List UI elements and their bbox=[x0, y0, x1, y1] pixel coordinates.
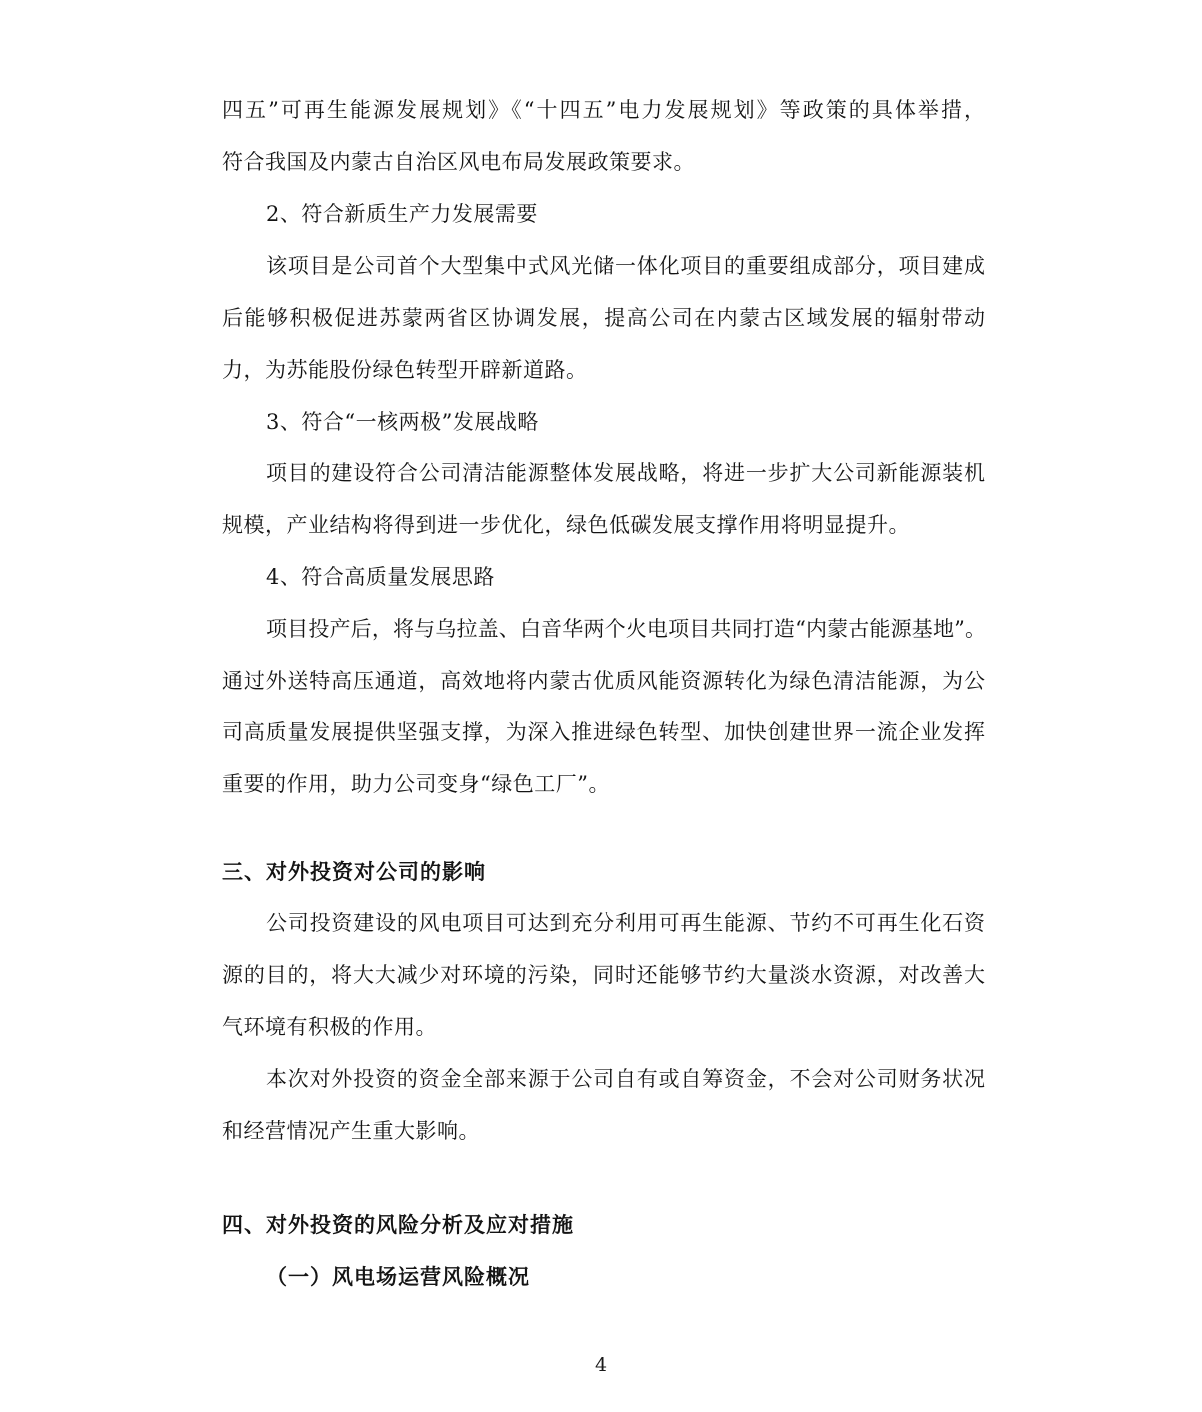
section-heading-3: 三、对外投资对公司的影响 bbox=[222, 859, 486, 884]
list-item-heading-3: 3、符合“一核两极”发展战略 bbox=[266, 410, 539, 434]
doc-line: 司高质量发展提供坚强支撑，为深入推进绿色转型、加快创建世界一流企业发挥 bbox=[222, 720, 985, 744]
doc-line: 和经营情况产生重大影响。 bbox=[222, 1119, 480, 1143]
doc-line: 四五”可再生能源发展规划》《“十四五”电力发展规划》等政策的具体举措， bbox=[222, 98, 985, 122]
doc-line: 项目投产后，将与乌拉盖、白音华两个火电项目共同打造“内蒙古能源基地”。 bbox=[266, 617, 985, 641]
doc-line: 力，为苏能股份绿色转型开辟新道路。 bbox=[222, 358, 588, 382]
subsection-heading-1: （一）风电场运营风险概况 bbox=[266, 1264, 530, 1289]
list-item-heading-4: 4、符合高质量发展思路 bbox=[266, 565, 495, 589]
list-item-heading-2: 2、符合新质生产力发展需要 bbox=[266, 202, 538, 226]
doc-line: 气环境有积极的作用。 bbox=[222, 1015, 437, 1039]
doc-line: 项目的建设符合公司清洁能源整体发展战略，将进一步扩大公司新能源装机 bbox=[266, 461, 985, 485]
page-number: 4 bbox=[594, 1354, 608, 1376]
doc-line: 源的目的，将大大减少对环境的污染，同时还能够节约大量淡水资源，对改善大 bbox=[222, 963, 985, 987]
doc-line: 该项目是公司首个大型集中式风光储一体化项目的重要组成部分，项目建成 bbox=[266, 254, 985, 278]
doc-line: 公司投资建设的风电项目可达到充分利用可再生能源、节约不可再生化石资 bbox=[266, 911, 985, 935]
doc-line: 规模，产业结构将得到进一步优化，绿色低碳发展支撑作用将明显提升。 bbox=[222, 513, 910, 537]
doc-line: 重要的作用，助力公司变身“绿色工厂”。 bbox=[222, 772, 610, 796]
doc-line: 通过外送特高压通道，高效地将内蒙古优质风能资源转化为绿色清洁能源，为公 bbox=[222, 669, 985, 693]
doc-line: 符合我国及内蒙古自治区风电布局发展政策要求。 bbox=[222, 150, 695, 174]
doc-line: 本次对外投资的资金全部来源于公司自有或自筹资金，不会对公司财务状况 bbox=[266, 1067, 985, 1091]
section-heading-4: 四、对外投资的风险分析及应对措施 bbox=[222, 1212, 574, 1237]
doc-line: 后能够积极促进苏蒙两省区协调发展，提高公司在内蒙古区域发展的辐射带动 bbox=[222, 306, 985, 330]
